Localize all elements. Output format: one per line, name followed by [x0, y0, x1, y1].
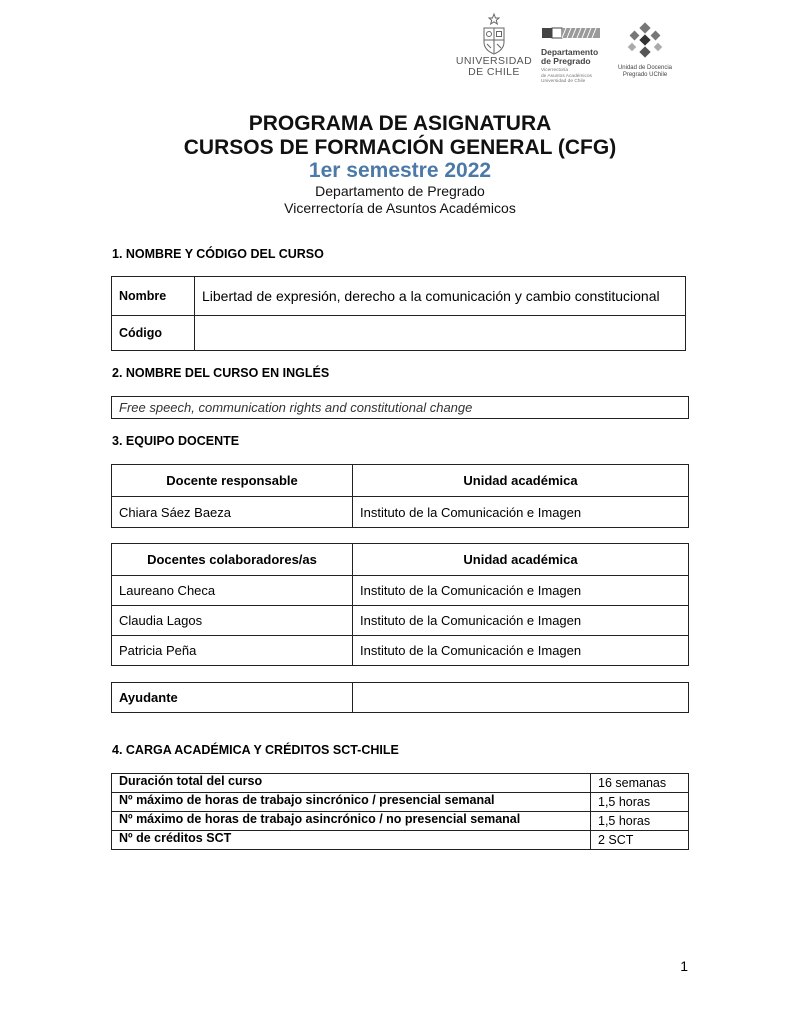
responsible-header-row: [112, 465, 689, 497]
collaborators-header: Docentes colaboradores/as: [112, 544, 353, 576]
collaborator-unit: Instituto de la Comunicación e Imagen: [353, 606, 689, 636]
workload-table: [111, 773, 689, 850]
semester-title: 1er semestre 2022: [308, 159, 492, 182]
course-name-row: [112, 277, 686, 316]
university-name-line1: UNIVERSIDAD: [455, 55, 533, 67]
department-logo-icon: [541, 26, 601, 40]
assistant-value: [353, 683, 689, 713]
assistant-row: [112, 683, 689, 713]
table-row: [112, 793, 689, 812]
table-row: [112, 606, 689, 636]
assistant-table: [111, 682, 689, 713]
department-line: Departamento de Pregrado: [315, 183, 485, 199]
department-logo-title: Departamento de Pregrado: [541, 47, 599, 66]
course-code-row: [112, 316, 686, 351]
course-name-label: Nombre: [112, 277, 195, 316]
workload-value: 2 SCT: [591, 831, 689, 850]
collaborator-name: Laureano Checa: [112, 576, 353, 606]
page-number: 1: [680, 958, 688, 974]
responsible-unit: Instituto de la Comunicación e Imagen: [353, 497, 689, 528]
document-title: PROGRAMA DE ASIGNATURA: [248, 112, 552, 135]
collaborator-name: Patricia Peña: [112, 636, 353, 666]
english-name-row: [112, 397, 689, 419]
collaborators-table: [111, 543, 689, 666]
table-row: [112, 831, 689, 850]
workload-label: Duración total del curso: [112, 774, 591, 793]
teaching-unit-logo-icon: [625, 22, 665, 58]
vicerrectoria-line: Vicerrectoría de Asuntos Académicos: [284, 200, 516, 216]
responsible-name: Chiara Sáez Baeza: [112, 497, 353, 528]
collaborator-name: Claudia Lagos: [112, 606, 353, 636]
table-row: [112, 636, 689, 666]
collaborator-unit: Instituto de la Comunicación e Imagen: [353, 576, 689, 606]
table-row: [112, 497, 689, 528]
university-crest-icon: [477, 12, 511, 56]
university-name-line2: DE CHILE: [468, 66, 520, 78]
table-row: [112, 576, 689, 606]
workload-value: 1,5 horas: [591, 793, 689, 812]
course-name-table: [111, 276, 686, 351]
section-1-heading: 1. NOMBRE Y CÓDIGO DEL CURSO: [112, 247, 324, 261]
workload-value: 1,5 horas: [591, 812, 689, 831]
course-code-label: Código: [112, 316, 195, 351]
workload-label: Nº de créditos SCT: [112, 831, 591, 850]
responsible-teacher-table: [111, 464, 689, 528]
course-name-value: Libertad de expresión, derecho a la comunicación y cambio constitucional: [195, 277, 686, 316]
table-row: [112, 774, 689, 793]
english-name-table: [111, 396, 689, 419]
responsible-header: Docente responsable: [112, 465, 353, 497]
collaborators-header-row: [112, 544, 689, 576]
english-name-value: Free speech, communication rights and constitutional change: [112, 397, 689, 419]
teaching-unit-logo: [612, 22, 678, 79]
department-logo: [541, 26, 611, 85]
section-4-heading: 4. CARGA ACADÉMICA Y CRÉDITOS SCT-CHILE: [112, 743, 399, 757]
document-subtitle: CURSOS DE FORMACIÓN GENERAL (CFG): [183, 136, 617, 159]
collaborators-unit-header: Unidad académica: [353, 544, 689, 576]
collaborator-unit: Instituto de la Comunicación e Imagen: [353, 636, 689, 666]
department-logo-subtitle: Vicerrectoría de Asuntos Académicos Universidad de Chile: [541, 68, 592, 84]
teaching-unit-logo-text: Unidad de Docencia Pregrado UChile: [617, 65, 673, 78]
section-3-heading: 3. EQUIPO DOCENTE: [112, 434, 240, 448]
table-row: [112, 812, 689, 831]
workload-value: 16 semanas: [591, 774, 689, 793]
workload-label: Nº máximo de horas de trabajo asincrónico / no presencial semanal: [112, 812, 591, 831]
workload-label: Nº máximo de horas de trabajo sincrónico / presencial semanal: [112, 793, 591, 812]
unit-header: Unidad académica: [353, 465, 689, 497]
assistant-label: Ayudante: [112, 683, 353, 713]
course-code-value: [195, 316, 686, 351]
section-2-heading: 2. NOMBRE DEL CURSO EN INGLÉS: [112, 366, 330, 380]
university-logo: [455, 12, 533, 78]
